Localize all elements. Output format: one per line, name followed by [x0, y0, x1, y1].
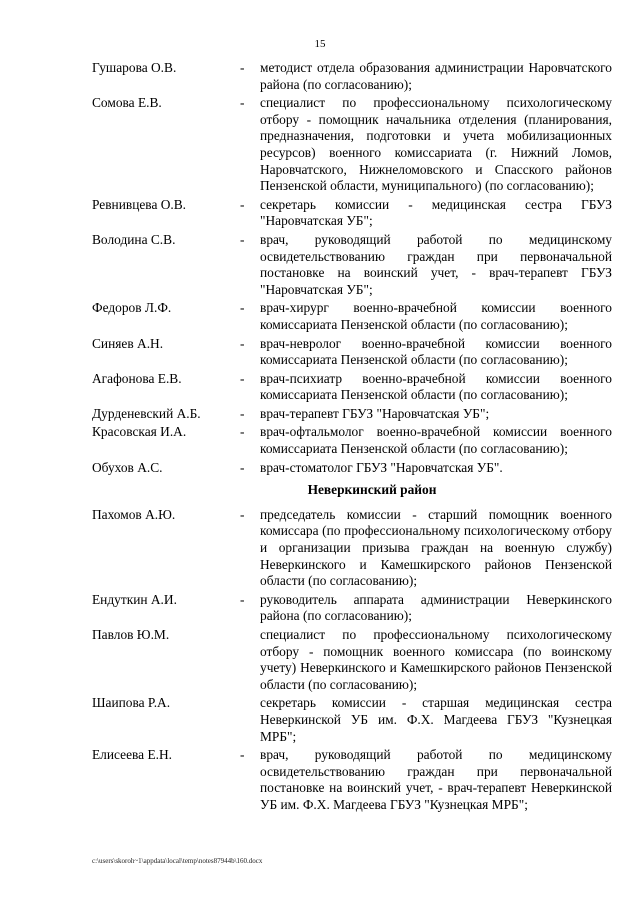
dash-separator: - [240, 424, 245, 440]
member-role: врач-офтальмолог военно-врачебной комиссии военного комиссариата Пензенской области (по согласованию); [260, 424, 612, 457]
commission-list-narovchat [92, 60, 612, 476]
member-role: врач-невролог военно-врачебной комиссии военного комиссариата Пензенской области (по согласованию); [260, 335, 612, 368]
member-role: специалист по профессиональному психологическому отбору - помощник военного комиссара (по воинскому учету) Неверкинского и Камешкирского районов Пензенской области (по согласованию); [260, 627, 612, 692]
dash-separator: - [240, 459, 245, 475]
member-name: Федоров Л.Ф. [92, 300, 172, 316]
member-row [92, 592, 612, 625]
member-role: секретарь комиссии - медицинская сестра ГБУЗ "Наровчатская УБ"; [260, 196, 612, 229]
member-name: Красовская И.А. [92, 424, 187, 440]
member-name: Елисеева Е.Н. [92, 747, 173, 763]
member-name: Ендуткин А.И. [92, 591, 177, 607]
member-role: методист отдела образования администрации Наровчатского района (по согласованию); [260, 60, 612, 92]
dash-separator: - [240, 506, 245, 522]
document-body [92, 60, 612, 816]
member-row [92, 627, 612, 693]
commission-list-neverkino [92, 507, 612, 814]
member-row [92, 232, 612, 298]
page-number: 15 [314, 38, 326, 50]
member-name: Володина С.В. [92, 231, 176, 247]
member-role: врач-терапевт ГБУЗ "Наровчатская УБ"; [260, 405, 490, 421]
dash-separator: - [240, 405, 245, 421]
member-role: специалист по профессиональному психологическому отбору - помощник начальника отделения (планирования, предназначения, подготовки и учета мобилизационных ресурсов) военного комиссариата (г. Нижний Ломов, Наровчатского, Нижнеломовского и Спасского районов Пензенской области, муниципального) (по согласованию); [260, 95, 612, 194]
member-role: врач-хирург военно-врачебной комиссии военного комиссариата Пензенской области (по согласованию); [260, 300, 612, 332]
member-row [92, 197, 612, 230]
member-role: врач-психиатр военно-врачебной комиссии военного комиссариата Пензенской области (по согласованию); [260, 370, 612, 403]
dash-separator: - [240, 231, 245, 247]
member-row [92, 371, 612, 404]
dash-separator: - [240, 60, 245, 75]
dash-separator: - [240, 370, 245, 386]
dash-separator: - [240, 747, 245, 763]
member-row [92, 460, 612, 477]
member-row [92, 747, 612, 813]
member-row [92, 336, 612, 369]
dash-separator: - [240, 95, 245, 111]
member-role: врач, руководящий работой по медицинскому освидетельствованию граждан при первоначальной постановке на воинский учет, - врач-терапевт ГБУЗ "Наровчатская УБ"; [260, 231, 612, 297]
member-row [92, 695, 612, 745]
member-name: Агафонова Е.В. [92, 370, 182, 386]
member-name: Дурденевский А.Б. [92, 405, 201, 421]
member-name: Сомова Е.В. [92, 95, 162, 111]
member-row [92, 406, 612, 423]
dash-separator: - [240, 591, 245, 607]
member-role: секретарь комиссии - старшая медицинская сестра Неверкинской УБ им. Ф.Х. Магдеева ГБУЗ "Кузнецкая МРБ"; [260, 695, 612, 744]
dash-separator: - [240, 196, 245, 212]
file-path-footer: c:\users\skoroh~1\appdata\local\temp\notes87944b\160.docx [92, 857, 263, 865]
member-row [92, 95, 612, 195]
dash-separator [240, 695, 260, 745]
member-row [92, 300, 612, 333]
member-row [92, 424, 612, 457]
member-row [92, 60, 612, 93]
member-name: Гушарова О.В. [92, 60, 177, 75]
dash-separator: - [240, 300, 245, 316]
member-role: руководитель аппарата администрации Неверкинского района (по согласованию); [260, 591, 612, 624]
member-name: Обухов А.С. [92, 459, 163, 475]
member-name: Синяев А.Н. [92, 335, 164, 351]
member-name: Ревнивцева О.В. [92, 196, 187, 212]
member-row [92, 507, 612, 590]
member-name: Пахомов А.Ю. [92, 506, 176, 522]
member-role: врач, руководящий работой по медицинскому освидетельствованию граждан при первоначальной постановке на воинский учет, - врач-терапевт Неверкинской УБ им. Ф.Х. Магдеева ГБУЗ "Кузнецкая МРБ"; [260, 747, 612, 812]
dash-separator: - [240, 335, 245, 351]
member-name: Шаипова Р.А. [92, 695, 171, 711]
member-name: Павлов Ю.М. [92, 627, 170, 642]
dash-separator [240, 627, 260, 693]
member-role: врач-стоматолог ГБУЗ "Наровчатская УБ". [260, 459, 503, 475]
member-role: председатель комиссии - старший помощник военного комиссара (по профессиональному психологическому отбору и организации призыва граждан на военную службу) Неверкинского и Камешкирского районов Пензенской области (по согласованию); [260, 506, 612, 589]
section-heading: Неверкинский район [307, 482, 437, 498]
